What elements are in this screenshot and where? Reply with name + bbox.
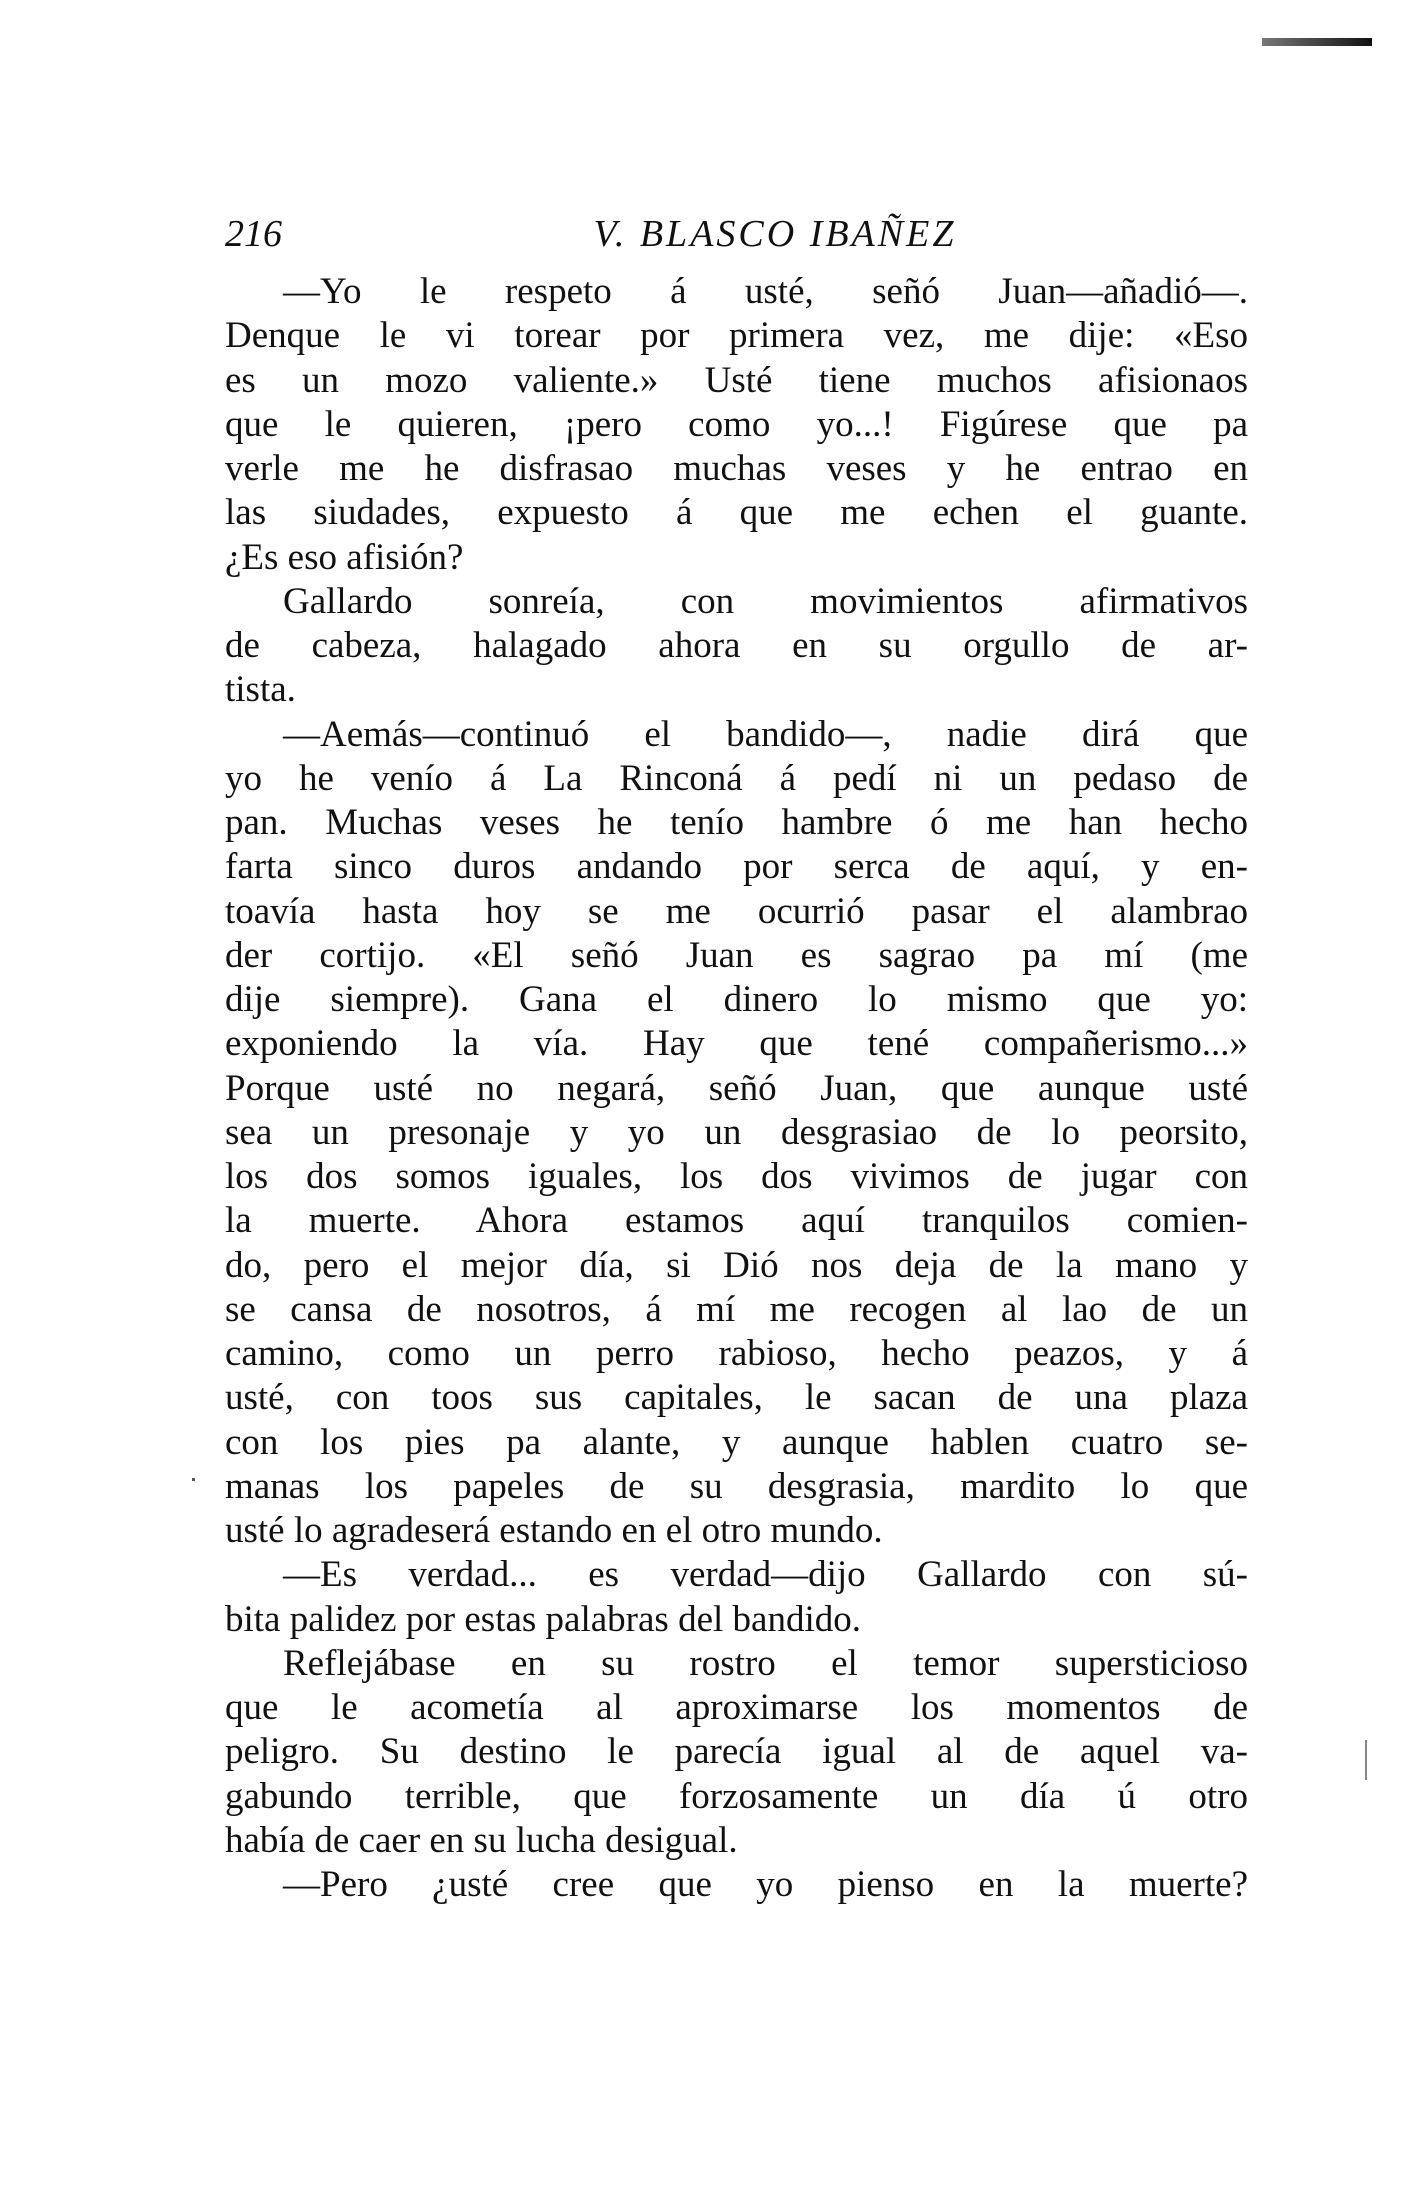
text-line: do, pero el mejor día, si Dió nos deja de la mano y (225, 1244, 1248, 1286)
running-title: V. BLASCO IBAÑEZ (593, 213, 957, 255)
text-line: toavía hasta hoy se me ocurrió pasar el alambrao (225, 890, 1248, 932)
text-line: —Yo le respeto á usté, señó Juan—añadió—. (283, 271, 1248, 312)
text-line: manas los papeles de su desgrasia, mardito lo que (225, 1465, 1248, 1507)
text-line: camino, como un perro rabioso, hecho peazos, y á (225, 1333, 1248, 1374)
text-line: dije siempre). Gana el dinero lo mismo que yo: (225, 979, 1248, 1020)
text-line: —Es verdad... es verdad—dijo Gallardo con sú- (283, 1554, 1248, 1596)
text-line: Reflejábase en su rostro el temor supersticioso (283, 1642, 1248, 1684)
text-line: tista. (225, 669, 296, 711)
text-line: der cortijo. «El señó Juan es sagrao pa mí (me (225, 934, 1248, 976)
text-line: gabundo terrible, que forzosamente un día ú otro (225, 1775, 1248, 1817)
text-line: había de caer en su lucha desigual. (225, 1819, 738, 1861)
text-line: pan. Muchas veses he tenío hambre ó me han hecho (225, 802, 1248, 843)
text-line: verle me he disfrasao muchas veses y he entrao en (225, 448, 1248, 489)
text-line: los dos somos iguales, los dos vivimos de jugar con (225, 1156, 1248, 1197)
text-line: se cansa de nosotros, á mí me recogen al lao de un (225, 1288, 1248, 1330)
text-line: con los pies pa alante, y aunque hablen cuatro se- (225, 1421, 1248, 1463)
scan-speck (1365, 1740, 1367, 1780)
text-line: farta sinco duros andando por serca de aquí, y en- (225, 846, 1248, 888)
page-body (225, 270, 1248, 1907)
text-line: yo he venío á La Rinconá á pedí ni un pedaso de (225, 757, 1248, 799)
scan-edge-mark (1262, 38, 1372, 46)
text-line: ¿Es eso afisión? (225, 536, 464, 578)
text-line: usté lo agradeserá estando en el otro mundo. (225, 1510, 883, 1551)
text-line: exponiendo la vía. Hay que tené compañerismo...» (225, 1023, 1248, 1065)
text-line: —Pero ¿usté cree que yo pienso en la muerte? (283, 1864, 1248, 1905)
page-number: 216 (225, 213, 282, 255)
scan-speck (192, 1478, 195, 1481)
text-line: peligro. Su destino le parecía igual al de aquel va- (225, 1731, 1248, 1773)
text-line: Denque le vi torear por primera vez, me dije: «Eso (225, 315, 1248, 357)
text-line: las siudades, expuesto á que me echen el guante. (225, 492, 1248, 534)
text-line: Porque usté no negará, señó Juan, que aunque usté (225, 1067, 1248, 1109)
text-line: que le acometía al aproximarse los momentos de (225, 1687, 1248, 1728)
page-header (225, 212, 1248, 262)
text-line: la muerte. Ahora estamos aquí tranquilos comien- (225, 1200, 1248, 1242)
text-line: usté, con toos sus capitales, le sacan de una plaza (225, 1377, 1248, 1419)
text-line: —Aemás—continuó el bandido—, nadie dirá que (283, 713, 1248, 755)
text-line: sea un presonaje y yo un desgrasiao de lo peorsito, (225, 1111, 1248, 1153)
text-line: bita palidez por estas palabras del bandido. (225, 1598, 861, 1640)
text-line: Gallardo sonreía, con movimientos afirmativos (283, 580, 1248, 622)
text-line: que le quieren, ¡pero como yo...! Figúrese que pa (225, 403, 1248, 445)
text-line: es un mozo valiente.» Usté tiene muchos afisionaos (225, 359, 1248, 401)
text-line: de cabeza, halagado ahora en su orgullo de ar- (225, 625, 1248, 666)
